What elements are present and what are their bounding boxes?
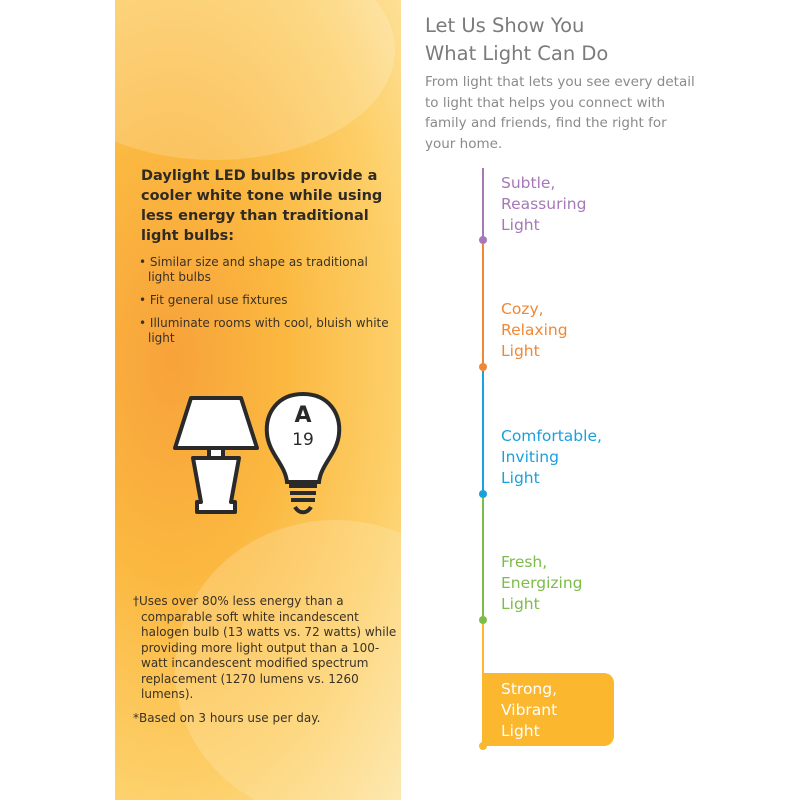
level-text: Light (501, 469, 540, 487)
timeline-dot (479, 490, 487, 498)
lamp-and-bulb-icons (173, 390, 343, 520)
level-text: Fresh, (501, 553, 548, 571)
level-comfortable (501, 426, 602, 489)
subtitle: From light that lets you see every detail to light that helps you connect with family and friends, find the right for your home. (425, 74, 695, 152)
timeline-dot (479, 363, 487, 371)
page-title (425, 12, 608, 68)
level-text: Comfortable, (501, 427, 602, 445)
footnote-usage: *Based on 3 hours use per day. (133, 710, 321, 725)
level-text: Reassuring (501, 195, 587, 213)
level-fresh (501, 552, 583, 615)
feature-text: Similar size and shape as traditional light bulbs (148, 255, 368, 284)
background-swirl (115, 0, 395, 160)
timeline-dot (479, 236, 487, 244)
bulb-label-letter: A (294, 403, 312, 428)
level-text: Vibrant (501, 701, 558, 719)
level-subtle (501, 173, 586, 236)
timeline-segment (482, 371, 484, 494)
feature-text: Fit general use fixtures (149, 293, 288, 307)
level-text: Inviting (501, 448, 559, 466)
level-text: Energizing (501, 574, 583, 592)
a19-bulb-icon (267, 394, 339, 512)
level-strong (501, 679, 557, 742)
level-text: Light (501, 342, 540, 360)
left-panel (115, 0, 401, 800)
level-text: Light (501, 722, 540, 740)
level-text: Light (501, 595, 540, 613)
intro-text: Daylight LED bulbs provide a cooler white tone while using less energy than traditional light bulbs: (141, 168, 383, 244)
level-text: Relaxing (501, 321, 568, 339)
footnote-energy: †Uses over 80% less energy than a comparable soft white incandescent halogen bulb (13 watts vs. 72 watts) while providing more light output than a 100-watt incandescent modified spectrum replacement (1270 lumens vs. 1260 lumens). (133, 594, 397, 701)
lamp-icon (175, 398, 257, 512)
level-cozy (501, 299, 568, 362)
timeline-dot (479, 616, 487, 624)
title-line: What Light Can Do (425, 42, 609, 65)
level-text: Cozy, (501, 300, 544, 318)
bulb-label-number: 19 (292, 430, 314, 450)
feature-item: • Fit general use fixtures (139, 293, 288, 307)
feature-item: • Illuminate rooms with cool, bluish white light (139, 316, 389, 345)
feature-list (139, 255, 389, 354)
timeline-segment (482, 498, 484, 620)
footnotes (133, 594, 398, 726)
timeline-dot (479, 742, 487, 750)
timeline-segment (482, 244, 484, 367)
level-text: Strong, (501, 680, 558, 698)
level-text: Light (501, 216, 540, 234)
feature-item: • Similar size and shape as traditional light bulbs (139, 255, 368, 284)
level-text: Subtle, (501, 174, 556, 192)
feature-text: Illuminate rooms with cool, bluish white light (148, 316, 389, 345)
timeline-segment (482, 168, 484, 240)
title-line: Let Us Show You (425, 14, 585, 37)
